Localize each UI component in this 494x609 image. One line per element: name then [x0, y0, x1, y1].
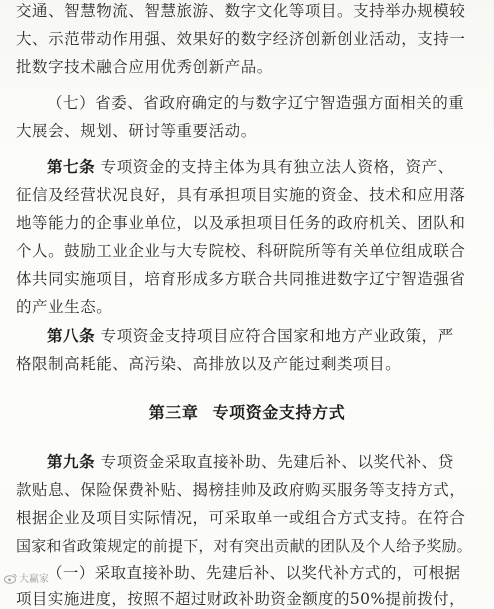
text-line: 的产业生态。 — [16, 298, 113, 316]
article-nine-paragraph — [47, 452, 454, 472]
chapter-title: 专项资金支持方式 — [212, 403, 346, 422]
weibo-logo-icon — [4, 573, 17, 584]
text-line: 个人。鼓励工业企业与大专院校、科研院所等有关单位组成联合 — [16, 242, 466, 260]
chapter-heading — [0, 403, 494, 423]
article-eight-label: 第八条 — [47, 327, 96, 345]
text-line: 根据企业及项目实际情况，可采取单一或组合方式支持。在符合 — [16, 509, 466, 527]
text-line: 征信及经营状况良好，具有承担项目实施的资金、技术和应用落 — [16, 186, 466, 204]
text-line: （七）省委、省政府确定的与数字辽宁智造强方面相关的重 — [47, 94, 465, 112]
text-line: 交通、智慧物流、智慧旅游、数字文化等项目。支持举办规模较 — [16, 2, 466, 20]
text-line: 项目实施进度，按照不超过财政补助资金额度的50%提前拨付， — [16, 590, 466, 608]
article-nine-label: 第九条 — [47, 453, 96, 471]
text-line: 地等能力的企事业单位，以及承担项目任务的政府机关、团队和 — [16, 214, 466, 232]
text-line: 格限制高耗能、高污染、高排放以及产能过剩类项目。 — [16, 355, 402, 373]
text-line: 款贴息、保险保费补贴、揭榜挂帅及政府购买服务等支持方式， — [16, 481, 466, 499]
watermark-text: 大赢家 — [19, 574, 49, 585]
text-line: 专项资金采取直接补助、先建后补、以奖代补、贷 — [100, 453, 454, 471]
article-seven-paragraph — [47, 157, 454, 177]
watermark — [4, 570, 49, 585]
article-seven-label: 第七条 — [47, 158, 96, 176]
text-line: 大、示范带动作用强、效果好的数字经济创新创业活动，支持一 — [16, 30, 466, 48]
text-line: 专项资金的支持主体为具有独立法人资格，资产、 — [100, 158, 454, 176]
text-line: 国家和省政策规定的前提下，对有突出贡献的团队及个人给予奖励。 — [16, 537, 473, 555]
text-line: 专项资金支持项目应符合国家和地方产业政策，严 — [100, 327, 454, 345]
text-line: 体共同实施项目，培育形成多方联合共同推进数字辽宁智造强省 — [16, 270, 466, 288]
article-eight-paragraph — [47, 326, 454, 346]
text-line: 大展会、规划、研讨等重要活动。 — [16, 122, 257, 140]
text-line: （一）采取直接补助、先建后补、以奖代补方式的，可根据 — [47, 564, 461, 582]
text-line: 批数字技术融合应用优秀创新产品。 — [16, 58, 273, 76]
chapter-number: 第三章 — [148, 403, 199, 422]
